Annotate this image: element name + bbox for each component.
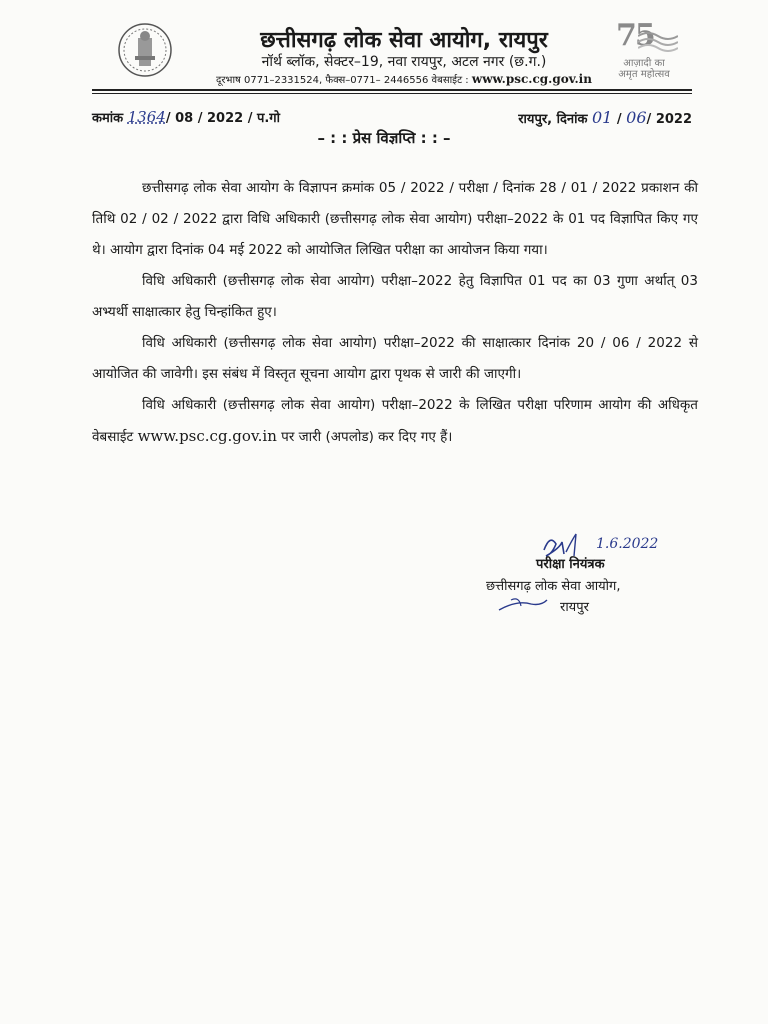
paragraph-4: [92, 390, 698, 453]
ref-prefix: कमांक: [92, 111, 128, 126]
header-divider-thick: [92, 89, 692, 91]
ref-handwritten-number: 1364: [127, 108, 166, 126]
signatory-title: परीक्षा नियंत्रक: [536, 557, 605, 572]
paragraph-2: विधि अधिकारी (छत्तीसगढ़ लोक सेवा आयोग) परीक्षा–2022 हेतु विज्ञापित 01 पद का 03 गुणा अर्थात् 03 अभ्यर्थी साक्षात्कार हेतु चिन्हांकित हुए।: [92, 273, 698, 320]
signature-date: 1.6.2022: [596, 536, 659, 552]
organization-title: छत्तीसगढ़ लोक सेवा आयोग, रायपुर: [260, 28, 548, 53]
contact-details: दूरभाष 0771–2331524, फैक्स–0771– 2446556 वेबसाईट :: [216, 75, 472, 86]
flag-waves-icon: [638, 30, 678, 52]
date-year: 2022: [655, 112, 692, 127]
header-website: www.psc.cg.gov.in: [471, 72, 592, 86]
signatory-city: रायपुर: [560, 600, 589, 615]
signatory-organization: छत्तीसगढ़ लोक सेवा आयोग,: [486, 579, 621, 594]
press-release-heading: – : : प्रेस विज्ञप्ति : : –: [317, 129, 451, 147]
handwritten-initial: [497, 592, 559, 616]
place-date-prefix: रायपुर, दिनांक: [518, 112, 592, 127]
azadi-logo: [604, 18, 684, 82]
date-month: 06: [626, 108, 647, 127]
paragraph-4-start: विधि अधिकारी (छत्तीसगढ़ लोक सेवा आयोग) परीक्षा–2022 के लिखित परीक्षा परिणाम आयोग की अधिकृत वेबसाईट: [92, 397, 698, 445]
date-day: 01: [592, 108, 613, 127]
organization-address: नॉर्थ ब्लॉक, सेक्टर–19, नवा रायपुर, अटल नगर (छ.ग.): [261, 54, 547, 70]
reference-number: [92, 108, 280, 126]
azadi-number: 75: [616, 18, 654, 53]
paragraph-3: विधि अधिकारी (छत्तीसगढ़ लोक सेवा आयोग) परीक्षा–2022 की साक्षात्कार दिनांक 20 / 06 / 2022 से आयोजित की जावेगी। इस संबंध में विस्तृत सूचना आयोग द्वारा पृथक से जारी की जाएगी।: [92, 335, 698, 382]
notice-body: [92, 173, 698, 453]
website-link[interactable]: www.psc.cg.gov.in: [137, 427, 277, 445]
header-divider-thin: [92, 93, 692, 94]
place-date: रायपुर, दिनांक 01 / 06/ 2022: [518, 108, 692, 127]
ref-suffix: / 08 / 2022 / प.गो: [165, 111, 280, 126]
azadi-text-2: अमृत महोत्सव: [618, 69, 670, 80]
paragraph-1: छत्तीसगढ़ लोक सेवा आयोग के विज्ञापन क्रमांक 05 / 2022 / परीक्षा / दिनांक 28 / 01 / 2022 प्रकाशन की तिथि 02 / 02 / 2022 द्वारा विधि अधिकारी (छत्तीसगढ़ लोक सेवा आयोग) परीक्षा–2022 के 01 पद विज्ञापित किए गए थे। आयोग द्वारा दिनांक 04 मई 2022 को आयोजित लिखित परीक्षा का आयोजन किया गया।: [92, 180, 698, 258]
paragraph-4-end: पर जारी (अपलोड) कर दिए गए हैं।: [276, 429, 453, 445]
azadi-text-1: आज़ादी का: [623, 58, 665, 69]
